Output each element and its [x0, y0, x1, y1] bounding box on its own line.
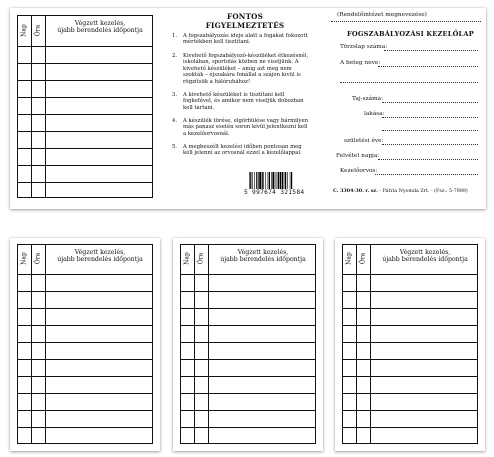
barcode-bar	[290, 172, 291, 190]
table-row-line	[181, 291, 315, 292]
barcode-bar	[284, 172, 285, 190]
table-row-line	[18, 131, 152, 132]
col-nap-label: Nap	[20, 252, 28, 265]
barcode-bar	[272, 172, 274, 190]
field-torzslap-label: Törzslap száma:	[340, 44, 388, 50]
field-lakasa-line[interactable]	[382, 117, 478, 118]
barcode-bar	[268, 172, 269, 190]
field-beteg-neve-line[interactable]	[378, 66, 478, 67]
table-row-line	[343, 291, 477, 292]
barcode-bar	[287, 172, 288, 190]
field-felvetel-line[interactable]	[378, 159, 478, 160]
table-row-line	[18, 410, 152, 411]
table-row-line	[18, 80, 152, 81]
field-taj-line[interactable]	[382, 102, 478, 103]
institution-label: (Rendelőintézet megnevezése)	[337, 12, 427, 18]
table-row-line	[181, 393, 315, 394]
table-row-line	[181, 410, 315, 411]
table-row-line	[18, 359, 152, 360]
table-row-line	[18, 342, 152, 343]
barcode-bar	[259, 172, 261, 190]
form-title: FOGSZABÁLYOZÁSI KEZELŐLAP	[347, 30, 474, 38]
barcode-bar	[291, 172, 292, 190]
table-row-line	[18, 376, 152, 377]
table-row-line	[181, 359, 315, 360]
field-szuletesi-ev-line[interactable]	[382, 144, 478, 145]
table-row-line	[343, 359, 477, 360]
table-row-line	[18, 427, 152, 428]
field-torzslap-line[interactable]	[384, 50, 478, 51]
field-kezeloorvos-label: Kezelőorvos:	[340, 168, 378, 174]
field-lakasa-label: lakása:	[364, 111, 385, 117]
col-nap-label: Nap	[20, 24, 28, 37]
table-row-line	[18, 182, 152, 183]
barcode-bar	[280, 172, 282, 190]
schedule-table-back-right	[342, 244, 478, 444]
table-row-line	[343, 325, 477, 326]
col-header-line1: Végzett kezelés,	[74, 249, 126, 256]
table-row-line	[18, 291, 152, 292]
field-szuletesi-ev-label: születési éve:	[344, 138, 384, 144]
table-row-line	[18, 165, 152, 166]
field-beteg-neve-line2[interactable]	[340, 82, 478, 83]
field-felvetel-label: Felvétel napja:	[336, 153, 380, 159]
table-row-line	[343, 410, 477, 411]
warnings-title: FONTOS FIGYELMEZTETÉS	[205, 12, 285, 30]
barcode-bar	[278, 172, 279, 190]
table-row-line	[343, 427, 477, 428]
col-header-line2: újabb berendelés időpontja	[57, 256, 143, 263]
barcode-bar	[285, 172, 286, 190]
table-row-line	[18, 393, 152, 394]
barcode-bar	[269, 172, 270, 190]
col-header-line1: Végzett kezelés,	[74, 20, 126, 27]
barcode-bar	[256, 172, 257, 190]
col-ora-label: Óra	[34, 252, 42, 265]
barcode-bar	[275, 172, 276, 190]
col-header-line2: újabb berendelés időpontja	[57, 27, 143, 34]
schedule-table-back-middle	[180, 244, 316, 444]
table-row-line	[181, 308, 315, 309]
barcode-bar	[265, 172, 266, 190]
field-lakasa-line2[interactable]	[382, 130, 478, 131]
col-nap-label: Nap	[183, 252, 191, 265]
schedule-table-front	[17, 15, 153, 198]
barcode-bar	[249, 172, 250, 190]
institution-line	[331, 21, 481, 22]
barcode-bar	[252, 172, 253, 190]
table-row-line	[181, 342, 315, 343]
barcode-bar	[282, 172, 283, 190]
table-row-line	[18, 325, 152, 326]
col-header-line2: újabb berendelés időpontja	[220, 256, 306, 263]
table-row-line	[18, 63, 152, 64]
table-row-line	[18, 148, 152, 149]
barcode-bar	[277, 172, 278, 190]
table-row-line	[181, 325, 315, 326]
col-nap-label: Nap	[345, 252, 353, 265]
table-row-line	[18, 308, 152, 309]
col-ora-label: Óra	[197, 252, 205, 265]
table-row-line	[18, 114, 152, 115]
table-row-line	[343, 376, 477, 377]
barcode-bar	[254, 172, 255, 190]
barcode-bar	[262, 172, 263, 190]
table-row-line	[343, 393, 477, 394]
field-taj-label: Taj-száma:	[352, 96, 384, 102]
barcode-bar	[258, 172, 259, 190]
col-ora-label: Óra	[34, 24, 42, 37]
table-row-line	[343, 342, 477, 343]
table-row-line	[343, 308, 477, 309]
col-header-line2: újabb berendelés időpontja	[382, 256, 468, 263]
barcode-bar	[271, 172, 272, 190]
barcode-bar	[263, 172, 264, 190]
footer-print-info: C. 3304-30. r. sz. - Pátria Nyomda Zrt. - (Fsz.: 5-7989)	[333, 188, 468, 194]
field-kezeloorvos-line[interactable]	[375, 174, 478, 175]
field-beteg-neve-label: A beteg neve:	[340, 60, 381, 66]
col-header-line1: Végzett kezelés,	[399, 249, 451, 256]
barcode-number: 5 997674 321584	[244, 189, 305, 196]
table-row-line	[18, 97, 152, 98]
schedule-table-back-left	[17, 244, 153, 444]
barcode-bar	[250, 172, 251, 190]
table-row-line	[181, 376, 315, 377]
table-row-line	[181, 427, 315, 428]
col-ora-label: Óra	[359, 252, 367, 265]
col-header-line1: Végzett kezelés,	[237, 249, 289, 256]
